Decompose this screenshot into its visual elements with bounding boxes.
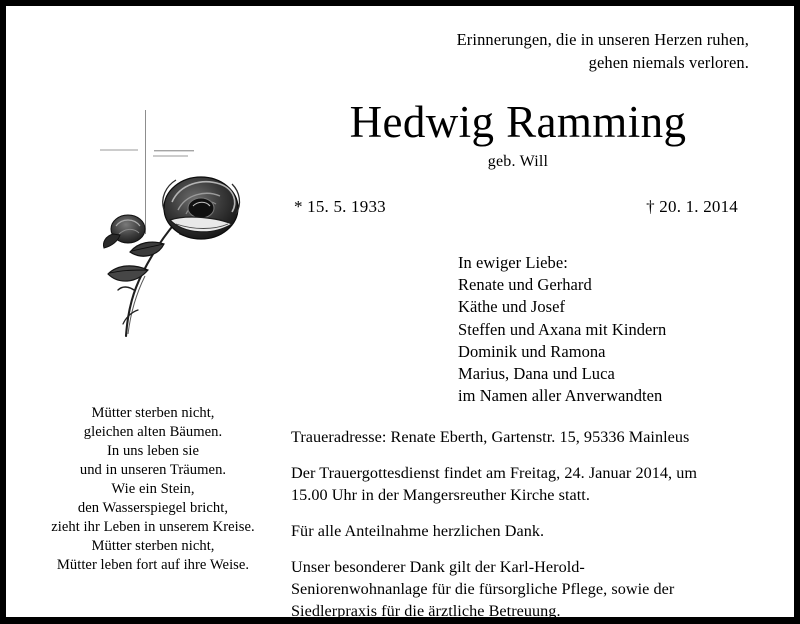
- rose-bloom: [163, 177, 240, 239]
- deceased-name: Hedwig Ramming: [349, 97, 687, 147]
- epigraph-line-1: Erinnerungen, die in unseren Herzen ruhen,: [456, 30, 749, 49]
- life-dates: [294, 197, 738, 217]
- memorial-poem: [28, 404, 278, 575]
- mourner-line: Marius, Dana und Luca: [458, 363, 615, 383]
- notice-details: [291, 426, 721, 622]
- poem-line: Mütter leben fort auf ihre Weise.: [56, 556, 250, 573]
- mourner-line: Renate und Gerhard: [458, 275, 592, 295]
- poem-line: zieht ihr Leben in unserem Kreise.: [51, 518, 255, 535]
- epigraph-verse: [457, 28, 749, 75]
- mourners-list: [458, 252, 666, 407]
- funeral-service-details: Der Trauergottesdienst findet am Freitag, 24. Januar 2014, um 15.00 Uhr in der Mangersreuther Kirche statt.: [291, 464, 698, 505]
- poem-line: Mütter sterben nicht,: [91, 405, 215, 421]
- poem-line: Wie ein Stein,: [111, 480, 195, 497]
- thanks-message: Für alle Anteilnahme herzlichen Dank.: [291, 522, 545, 541]
- birth-date: * 15. 5. 1933: [294, 197, 386, 216]
- poem-line: gleichen alten Bäumen.: [83, 423, 223, 440]
- maiden-name: geb. Will: [487, 152, 549, 170]
- poem-line: und in unseren Träumen.: [79, 461, 227, 478]
- notice-paper: [6, 6, 794, 621]
- cross-with-rose-illustration: [68, 84, 258, 346]
- rose-bud: [103, 215, 145, 248]
- name-block: [284, 97, 752, 171]
- mourning-address: Traueradresse: Renate Eberth, Gartenstr. 15, 95336 Mainleus: [291, 428, 690, 446]
- mourner-line: Dominik und Ramona: [458, 341, 606, 361]
- mourner-line: im Namen aller Anverwandten: [458, 386, 663, 406]
- death-date: † 20. 1. 2014: [646, 197, 738, 216]
- poem-line: Mütter sterben nicht,: [91, 537, 215, 554]
- poem-line: den Wasserspiegel bricht,: [77, 499, 229, 516]
- special-thanks-message: Unser besonderer Dank gilt der Karl-Herold-Seniorenwohnanlage für die fürsorgliche Pflege, sowie der Siedlerpraxis für die ärztliche Betreuung.: [291, 558, 675, 621]
- mourners-heading: In ewiger Liebe:: [458, 253, 568, 272]
- mourner-line: Steffen und Axana mit Kindern: [458, 319, 667, 339]
- poem-line: In uns leben sie: [107, 442, 199, 459]
- mourner-line: Käthe und Josef: [458, 297, 566, 317]
- epigraph-line-2: gehen niemals verloren.: [588, 53, 749, 73]
